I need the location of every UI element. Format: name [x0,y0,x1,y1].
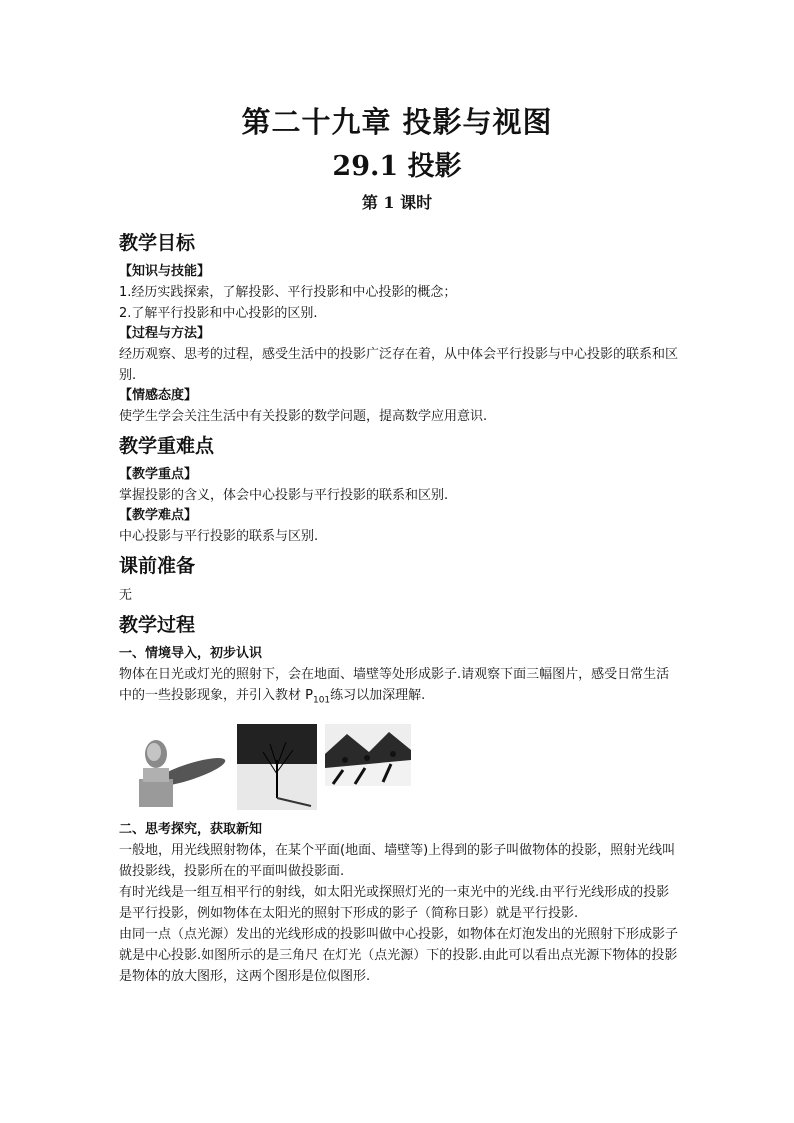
attitude-text: 使学生学会关注生活中有关投影的数学问题，提高数学应用意识. [119,409,488,424]
step1-text-b: 练习以加深理解. [330,688,426,703]
attitude-label: 【情感态度】 [119,388,198,403]
knowledge-item-1: 1.经历实践探索，了解投影、平行投影和中心投影的概念； [119,285,457,300]
knowledge-item-2: 2.了解平行投影和中心投影的区别. [119,306,318,321]
skiers-shadow-photo [325,724,411,786]
prep-text: 无 [119,588,133,603]
step1-text-a: 物体在日光或灯光的照射下，会在地面、墙壁等处形成影子.请观察下面三幅图片，感受日常生活中的一些投影现象，并引入教材 P [119,667,670,703]
key-point-text: 掌握投影的含义，体会中心投影与平行投影的联系和区别. [119,488,449,503]
lesson-label: 第 1 课时 [361,193,433,212]
tree-shadow-photo [237,724,317,810]
process-method-text: 经历观察、思考的过程，感受生活中的投影广泛存在着，从中体会平行投影与中心投影的联系和区别. [119,347,679,383]
step2-para-2: 有时光线是一组互相平行的射线，如太阳光或探照灯光的一束光中的光线.由平行光线形成的投影是平行投影，例如物体在太阳光的照射下形成的影子（简称日影）就是平行投影. [119,884,670,921]
difficulty-text: 中心投影与平行投影的联系与区别. [119,529,319,544]
step1-title: 一、情境导入，初步认识 [119,646,263,661]
key-point-label: 【教学重点】 [119,467,198,482]
step1-text [119,664,679,712]
bust-shadow-photo [119,724,227,810]
chapter-title: 第二十九章 投影与视图 [241,105,553,139]
step2-para-3: 由同一点（点光源）发出的光线形成的投影叫做中心投影，如物体在灯泡发出的光照射下形成影子就是中心投影.如图所示的是三角尺 在灯光（点光源）下的投影.由此可以看出点光源下物体的投影是物体的放大图形，这两个图形是位似图形. [119,926,679,984]
keypoints-heading: 教学重难点 [119,435,215,457]
document-body [119,228,679,987]
prep-heading: 课前准备 [119,555,196,577]
goals-heading: 教学目标 [119,232,196,254]
knowledge-label: 【知识与技能】 [119,264,211,279]
process-heading: 教学过程 [119,614,196,636]
textbook-page-subscript: 101 [312,695,331,706]
step2-para-1: 一般地，用光线照射物体，在某个平面(地面、墙壁等)上得到的影子叫做物体的投影，照射光线叫做投影线，投影所在的平面叫做投影面. [119,842,676,879]
section-title: 29.1 投影 [332,151,462,182]
difficulty-label: 【教学难点】 [119,508,198,523]
shadow-photos [119,724,679,810]
step2-title: 二、思考探究，获取新知 [119,821,263,837]
process-method-label: 【过程与方法】 [119,326,211,341]
